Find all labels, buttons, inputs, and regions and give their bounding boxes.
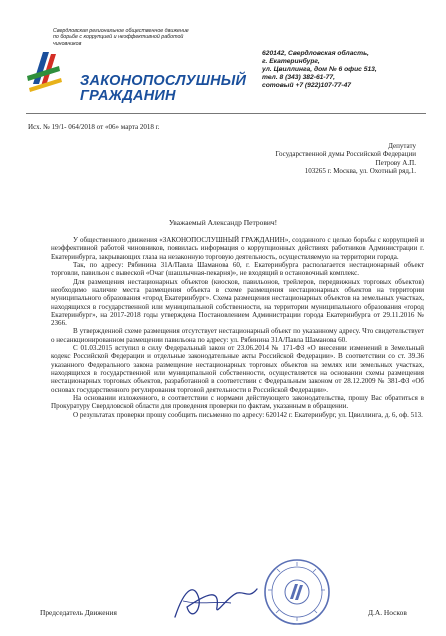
recipient-line: Петрову А.П.	[375, 158, 416, 167]
body-paragraph: О результатах проверки прошу сообщить письменно по адресу: 620142 г. Екатеринбург, ул. Цвиллинга, д. 6, оф. 513.	[73, 410, 423, 419]
recipient-line: Государственной думы Российской Федерации	[275, 150, 416, 159]
logo-emblem	[25, 46, 67, 94]
org-description	[53, 28, 213, 47]
body-paragraph: В утвержденной схеме размещения отсутствует нестационарный объект по указанному адресу. Что свидетельствует о несанкционированном размещении павильона по адресу: ул. Рябинина 31А/Павла Шаманова 60.	[51, 327, 424, 344]
recipient-block	[190, 142, 416, 175]
greeting: Уважаемый Александр Петрович!	[168, 218, 278, 227]
org-description-line: Свердловская региональное общественное движение	[53, 28, 189, 34]
official-stamp	[262, 557, 332, 627]
recipient-line: 103265 г. Москва, ул. Охотный ряд,1.	[304, 166, 416, 175]
logo-wordmark	[80, 74, 246, 104]
address-line: 620142, Свердловская область,	[262, 50, 369, 57]
address-line: сотовый +7 (922)107-77-47	[262, 81, 352, 89]
outgoing-reference: Исх. № 19/1- 064/2018 от «06» марта 2018 г.	[28, 123, 160, 131]
signatory-name: Д.А. Носков	[368, 608, 407, 617]
letter-body	[51, 236, 424, 419]
handwritten-signature	[165, 577, 265, 625]
header-divider	[26, 113, 426, 114]
org-address-block	[262, 50, 432, 90]
body-paragraph: Для размещения нестационарных объектов (киосков, павильонов, трейлеров, передвижных торговых объектов) необходимо наличие места размещения объекта в схеме размещения нестационарных объектов на территории муниципального образования «город Екатеринбург». Схема размещения нестационарных объектов на земельных участках, находящихся в государственной или муниципальной собственности, на территории муниципального образования «город Екатеринбург», на 2017-2018 годы утверждена Постановлением Администрации города Екатеринбурга от 29.11.2016 № 2366.	[51, 277, 424, 328]
body-paragraph: На основании изложенного, в соответствии с нормами действующего законодательства, прошу Вас обратиться в Прокуратуру Свердловской области для проведения проверки по фактам, указанным в обращении.	[51, 393, 424, 411]
org-description-line: по борьбе с коррупцией и неэффективной работой чиновников	[53, 34, 184, 47]
logo-line-2: ГРАЖДАНИН	[80, 88, 176, 104]
signatory-position: Председатель Движения	[40, 608, 117, 617]
logo-line-1: ЗАКОНОПОСЛУШНЫЙ	[80, 73, 247, 89]
address-line: г. Екатеринбург,	[262, 57, 320, 65]
body-paragraph: У общественного движения «ЗАКОНОПОСЛУШНЫЙ ГРАЖДАНИН», созданного с целью борьбы с коррупцией и неэффективной работой чиновников, появилась информация о коррупционных действиях работников Администрации г. Екатеринбурга, закрывающих глаза на незаконную торговую деятельность, осуществляемую на территории города.	[51, 236, 424, 261]
address-line: тел. 8 (343) 382-61-77,	[262, 73, 335, 81]
address-line: ул. Цвиллинга, дом № 6 офис 513,	[262, 65, 377, 73]
recipient-line: Депутату	[388, 142, 416, 150]
body-paragraph: С 01.03.2015 вступил в силу Федеральный закон от 23.06.2014 № 171-ФЗ «О внесении изменений в Земельный кодекс Российской Федерации и отдельные законодательные акты Российской Федерации». В соответствии со ст. 39.36 указанного Федерального закона размещение нестационарных торговых объектов на землях или земельных участках, находящихся в государственной или муниципальной собственности, осуществляется на основании схемы размещения нестационарных торговых объектов, разработанной в соответствии с Федеральным законом от 28.12.2009 № 381-ФЗ «Об основах государственного регулирования торговой деятельности в Российской Федерации».	[51, 344, 424, 394]
body-paragraph: Так, по адресу: Рябинина 31А/Павла Шаманова 60, г. Екатеринбурга располагается нестационарный объект торговли, павильон с вывеской «Очаг (шашлычная-пекарня)», не входящий в остановочный комплекс.	[51, 260, 424, 278]
